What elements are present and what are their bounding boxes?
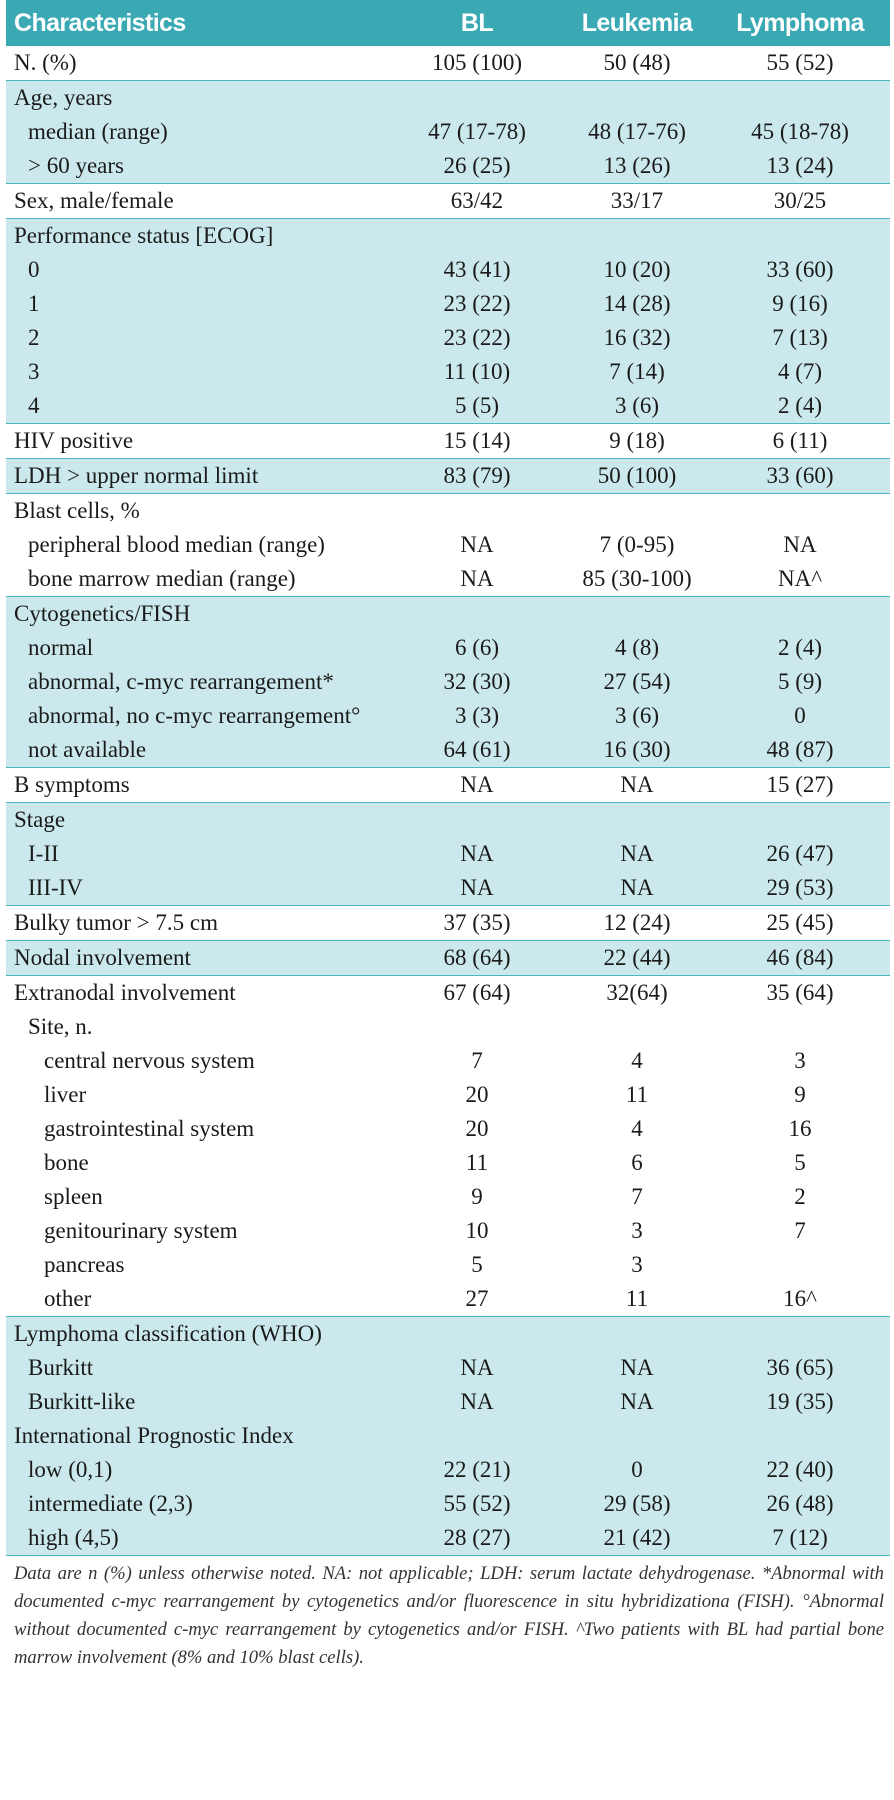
cell-lymphoma: 35 (64) (766, 980, 834, 1005)
cell-lymphoma: 7 (12) (772, 1525, 828, 1550)
row-group (6, 941, 890, 976)
cell-leukemia (564, 219, 710, 253)
table-row (6, 253, 890, 287)
row-group (6, 459, 890, 494)
cell-bl: 26 (25) (443, 153, 511, 178)
footnote-caret: ^Two patients with BL had partial bone marrow involvement (8% and 10% blast cells). (14, 1619, 884, 1668)
cell-bl: 37 (35) (443, 910, 511, 935)
cell-bl: NA (460, 772, 494, 797)
table-row (6, 528, 890, 562)
table-row (6, 389, 890, 423)
table-row (6, 1248, 890, 1282)
row-label: not available (28, 737, 147, 762)
cell-bl: 55 (52) (443, 1491, 511, 1516)
cell-bl: 43 (41) (443, 257, 511, 282)
row-label: intermediate (2,3) (28, 1491, 193, 1516)
footnote-definitions: Data are n (%) unless otherwise noted. NA: not applicable; LDH: serum lactate dehydrogenase. (14, 1563, 756, 1584)
cell-bl: 11 (465, 1150, 489, 1175)
cell-bl: 22 (21) (443, 1457, 511, 1482)
cell-lymphoma: 26 (48) (766, 1491, 834, 1516)
cell-leukemia: 13 (26) (603, 153, 671, 178)
table-row (6, 149, 890, 183)
cell-bl: 64 (61) (443, 737, 511, 762)
cell-bl: 15 (14) (443, 428, 511, 453)
row-label: pancreas (44, 1252, 125, 1277)
row-label: median (range) (28, 119, 168, 144)
cell-leukemia: NA (620, 841, 654, 866)
cell-leukemia: NA (620, 1355, 654, 1380)
table-row (6, 665, 890, 699)
cell-bl: NA (460, 532, 494, 557)
cell-lymphoma: 0 (794, 703, 806, 728)
cell-bl: NA (460, 875, 494, 900)
row-label: International Prognostic Index (14, 1423, 294, 1448)
cell-lymphoma (710, 1248, 890, 1282)
cell-bl: 105 (100) (431, 50, 523, 75)
row-label: Blast cells, % (14, 498, 140, 523)
cell-lymphoma (710, 1010, 890, 1044)
table-row (6, 562, 890, 596)
row-label: central nervous system (44, 1048, 255, 1073)
table-row (6, 1487, 890, 1521)
cell-leukemia: 9 (18) (609, 428, 665, 453)
cell-lymphoma: 16 (788, 1116, 812, 1141)
table-row (6, 46, 890, 80)
cell-leukemia: NA (620, 1389, 654, 1414)
cell-leukemia: 29 (58) (603, 1491, 671, 1516)
cell-bl: NA (460, 566, 494, 591)
table-row (6, 1112, 890, 1146)
row-label: spleen (44, 1184, 103, 1209)
cell-leukemia: 33/17 (610, 188, 664, 213)
cell-leukemia: 16 (32) (603, 325, 671, 350)
cell-leukemia: 4 (631, 1116, 643, 1141)
header-leukemia: Leukemia (581, 8, 693, 37)
cell-leukemia: 0 (631, 1457, 643, 1482)
cell-bl: 63/42 (450, 188, 504, 213)
table-row (6, 1351, 890, 1385)
cell-lymphoma (710, 1317, 890, 1351)
row-label: abnormal, c-myc rearrangement* (28, 669, 334, 694)
cell-bl (390, 597, 564, 631)
cell-bl: 11 (10) (443, 359, 511, 384)
header-bl: BL (460, 8, 494, 37)
row-label: 0 (28, 257, 40, 282)
cell-lymphoma (710, 1419, 890, 1453)
cell-leukemia: 10 (20) (603, 257, 671, 282)
row-label: N. (%) (14, 50, 77, 75)
row-label: Bulky tumor > 7.5 cm (14, 910, 218, 935)
table-row (6, 494, 890, 528)
table-header (6, 0, 890, 46)
cell-lymphoma: NA (783, 532, 817, 557)
table-row (6, 219, 890, 253)
row-group (6, 494, 890, 597)
cell-leukemia (564, 803, 710, 837)
cell-bl: 9 (471, 1184, 483, 1209)
row-group (6, 219, 890, 424)
cell-lymphoma: 46 (84) (766, 945, 834, 970)
cell-bl (390, 81, 564, 115)
row-group (6, 976, 890, 1317)
table-row (6, 803, 890, 837)
cell-leukemia: 3 (6) (614, 393, 660, 418)
header-characteristics: Characteristics (14, 8, 186, 37)
cell-leukemia: 7 (14) (609, 359, 665, 384)
cell-leukemia: 21 (42) (603, 1525, 671, 1550)
cell-leukemia: NA (620, 772, 654, 797)
cell-leukemia: 11 (625, 1082, 649, 1107)
table-row (6, 287, 890, 321)
cell-leukemia: 11 (625, 1286, 649, 1311)
cell-leukemia (564, 597, 710, 631)
row-group (6, 906, 890, 941)
table-row (6, 941, 890, 975)
cell-bl (390, 1419, 564, 1453)
table-row (6, 81, 890, 115)
row-label: abnormal, no c-myc rearrangement° (28, 703, 361, 728)
cell-lymphoma: 2 (794, 1184, 806, 1209)
cell-leukemia: 6 (631, 1150, 643, 1175)
cell-bl: 3 (3) (454, 703, 500, 728)
table-row (6, 115, 890, 149)
table-row (6, 597, 890, 631)
cell-bl: 83 (79) (443, 463, 511, 488)
row-label: Stage (14, 807, 66, 832)
cell-lymphoma (710, 219, 890, 253)
cell-leukemia: 16 (30) (603, 737, 671, 762)
cell-lymphoma: NA^ (777, 566, 822, 591)
cell-lymphoma: 48 (87) (766, 737, 834, 762)
cell-bl: 20 (465, 1082, 489, 1107)
cell-lymphoma: 22 (40) (766, 1457, 834, 1482)
cell-leukemia: 12 (24) (603, 910, 671, 935)
cell-leukemia: NA (620, 875, 654, 900)
cell-leukemia: 22 (44) (603, 945, 671, 970)
cell-bl: NA (460, 1355, 494, 1380)
table-row (6, 424, 890, 458)
row-label: high (4,5) (28, 1525, 119, 1550)
row-label: B symptoms (14, 772, 130, 797)
table-row (6, 733, 890, 767)
table-row (6, 1078, 890, 1112)
cell-lymphoma: 7 (794, 1218, 806, 1243)
table-row (6, 1282, 890, 1316)
row-label: Sex, male/female (14, 188, 174, 213)
cell-lymphoma (710, 803, 890, 837)
cell-leukemia: 3 (631, 1218, 643, 1243)
table-row (6, 699, 890, 733)
cell-lymphoma: 9 (16) (772, 291, 828, 316)
row-label: > 60 years (28, 153, 124, 178)
cell-lymphoma: 2 (4) (777, 393, 823, 418)
cell-lymphoma: 29 (53) (766, 875, 834, 900)
cell-bl (390, 803, 564, 837)
cell-leukemia (564, 1419, 710, 1453)
cell-bl: 5 (5) (454, 393, 500, 418)
cell-bl: 28 (27) (443, 1525, 511, 1550)
row-label: Cytogenetics/FISH (14, 601, 191, 626)
cell-bl: 68 (64) (443, 945, 511, 970)
cell-leukemia (564, 494, 710, 528)
cell-lymphoma: 5 (794, 1150, 806, 1175)
table-row (6, 1180, 890, 1214)
row-label: HIV positive (14, 428, 134, 453)
cell-lymphoma: 9 (794, 1082, 806, 1107)
table-row (6, 1453, 890, 1487)
table-row (6, 1419, 890, 1453)
row-label: 2 (28, 325, 40, 350)
table-row (6, 459, 890, 493)
row-label: other (44, 1286, 92, 1311)
row-label: gastrointestinal system (44, 1116, 255, 1141)
cell-leukemia: 7 (0-95) (599, 532, 675, 557)
cell-bl: NA (460, 1389, 494, 1414)
table-row (6, 1385, 890, 1419)
row-group (6, 46, 890, 81)
row-label: III-IV (28, 875, 83, 900)
cell-leukemia: 7 (631, 1184, 643, 1209)
row-label: Performance status [ECOG] (14, 223, 274, 248)
cell-leukemia: 48 (17-76) (588, 119, 686, 144)
cell-lymphoma: 16^ (783, 1286, 817, 1311)
row-group (6, 768, 890, 803)
table-body (6, 46, 890, 1556)
cell-bl: 5 (471, 1252, 483, 1277)
cell-lymphoma: 7 (13) (772, 325, 828, 350)
cell-lymphoma: 30/25 (773, 188, 827, 213)
row-label: 1 (28, 291, 40, 316)
row-label: liver (44, 1082, 87, 1107)
row-group (6, 1317, 890, 1556)
table-row (6, 768, 890, 802)
cell-lymphoma: 6 (11) (772, 428, 828, 453)
table-row (6, 1146, 890, 1180)
table-row (6, 1214, 890, 1248)
cell-leukemia: 50 (48) (603, 50, 671, 75)
row-group (6, 424, 890, 459)
header-lymphoma: Lymphoma (736, 8, 864, 37)
cell-lymphoma: 2 (4) (777, 635, 823, 660)
row-label: bone marrow median (range) (28, 566, 296, 591)
cell-leukemia: 3 (6) (614, 703, 660, 728)
row-group (6, 184, 890, 219)
cell-leukemia: 4 (8) (614, 635, 660, 660)
cell-leukemia: 14 (28) (603, 291, 671, 316)
table-row (6, 1521, 890, 1555)
table-row (6, 631, 890, 665)
row-label: 4 (28, 393, 40, 418)
cell-bl: 67 (64) (443, 980, 511, 1005)
row-label: Burkitt (28, 1355, 94, 1380)
cell-lymphoma: 4 (7) (777, 359, 823, 384)
table-row (6, 184, 890, 218)
table-row (6, 837, 890, 871)
row-label: peripheral blood median (range) (28, 532, 325, 557)
cell-leukemia: 50 (100) (597, 463, 677, 488)
cell-bl: 47 (17-78) (428, 119, 526, 144)
table-footnote (6, 1556, 890, 1672)
row-label: LDH > upper normal limit (14, 463, 259, 488)
cell-bl: 6 (6) (454, 635, 500, 660)
cell-leukemia: 3 (631, 1252, 643, 1277)
row-label: Site, n. (28, 1014, 93, 1039)
cell-lymphoma: 26 (47) (766, 841, 834, 866)
table-row (6, 1317, 890, 1351)
cell-bl: 10 (465, 1218, 489, 1243)
table-row (6, 976, 890, 1010)
cell-lymphoma: 55 (52) (766, 50, 834, 75)
row-label: Burkitt-like (28, 1389, 136, 1414)
row-group (6, 81, 890, 184)
cell-leukemia (564, 1010, 710, 1044)
cell-bl (390, 1317, 564, 1351)
table-row (6, 355, 890, 389)
cell-lymphoma: 19 (35) (766, 1389, 834, 1414)
row-group (6, 803, 890, 906)
row-label: 3 (28, 359, 40, 384)
cell-lymphoma: 45 (18-78) (751, 119, 849, 144)
cell-bl: 20 (465, 1116, 489, 1141)
cell-lymphoma: 33 (60) (766, 257, 834, 282)
cell-leukemia (564, 81, 710, 115)
cell-lymphoma: 33 (60) (766, 463, 834, 488)
row-label: Extranodal involvement (14, 980, 236, 1005)
cell-bl: 23 (22) (443, 291, 511, 316)
cell-lymphoma: 36 (65) (766, 1355, 834, 1380)
cell-lymphoma (710, 597, 890, 631)
footnote-degree: °Abnormal without documented c-myc rearrangement by cytogenetics and/or FISH. (14, 1591, 885, 1640)
cell-bl (390, 219, 564, 253)
cell-lymphoma: 3 (794, 1048, 806, 1073)
cell-leukemia (564, 1317, 710, 1351)
row-label: Nodal involvement (14, 945, 191, 970)
cell-lymphoma: 15 (27) (766, 772, 834, 797)
row-label: I-II (28, 841, 59, 866)
cell-leukemia: 4 (631, 1048, 643, 1073)
row-label: genitourinary system (44, 1218, 238, 1243)
cell-lymphoma (710, 494, 890, 528)
row-label: normal (28, 635, 94, 660)
row-group (6, 597, 890, 768)
row-label: Age, years (14, 85, 113, 110)
table-row (6, 871, 890, 905)
cell-lymphoma: 25 (45) (766, 910, 834, 935)
table-row (6, 1010, 890, 1044)
cell-lymphoma: 5 (9) (777, 669, 823, 694)
row-label: low (0,1) (28, 1457, 113, 1482)
table-row (6, 1044, 890, 1078)
row-label: bone (44, 1150, 89, 1175)
cell-bl: 32 (30) (443, 669, 511, 694)
row-label: Lymphoma classification (WHO) (14, 1321, 322, 1346)
cell-bl: 7 (471, 1048, 483, 1073)
cell-bl (390, 494, 564, 528)
cell-lymphoma: 13 (24) (766, 153, 834, 178)
cell-bl (390, 1010, 564, 1044)
cell-lymphoma (710, 81, 890, 115)
cell-leukemia: 32(64) (606, 980, 668, 1005)
cell-bl: 27 (465, 1286, 489, 1311)
table-row (6, 321, 890, 355)
cell-leukemia: 85 (30-100) (582, 566, 692, 591)
footnote-asterisk: *Abnormal with documented c-myc rearrangement by cytogenetics and/or fluorescence in situ hybridizationa (FISH). (14, 1563, 884, 1612)
cell-leukemia: 27 (54) (603, 669, 671, 694)
cell-bl: 23 (22) (443, 325, 511, 350)
table-row (6, 906, 890, 940)
characteristics-table (6, 0, 890, 1672)
cell-bl: NA (460, 841, 494, 866)
